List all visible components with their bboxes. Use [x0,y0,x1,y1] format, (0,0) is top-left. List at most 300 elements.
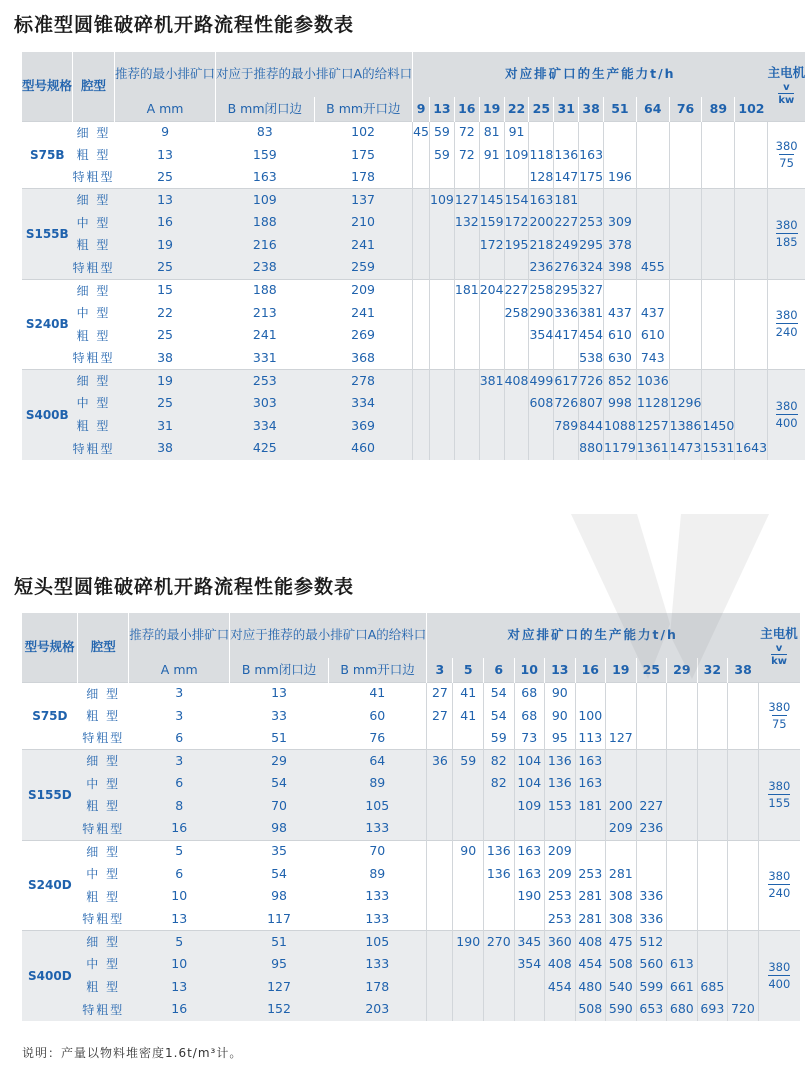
capacity-value: 599 [636,976,667,999]
feed-b-closed: 109 [216,189,315,212]
capacity-value: 91 [504,121,529,144]
feed-b-closed: 188 [216,279,315,302]
cavity-type: 细 型 [73,121,115,144]
capacity-value [735,166,768,189]
capacity-value [554,437,579,460]
capacity-value [697,908,728,931]
capacity-value [430,279,455,302]
capacity-value [667,863,698,886]
table-row [22,931,800,954]
capacity-value [669,370,702,393]
header-capacity-size: 64 [636,97,669,121]
motor-cell [768,121,805,189]
capacity-value [575,818,606,841]
capacity-value: 281 [575,885,606,908]
capacity-value: 163 [579,144,604,167]
feed-b-closed: 95 [230,953,329,976]
motor-power: 75 [779,155,794,170]
capacity-value [697,772,728,795]
capacity-value [483,908,514,931]
feed-b-open: 334 [314,392,413,415]
capacity-value [479,324,504,347]
table-row [22,727,800,750]
header-b-open: B mm开口边 [314,97,413,121]
capacity-value: 59 [453,750,484,773]
capacity-value [735,257,768,280]
cavity-type: 细 型 [73,370,115,393]
model-name: S155B [22,189,73,279]
capacity-value [697,885,728,908]
capacity-value [479,415,504,438]
capacity-value [669,166,702,189]
capacity-value: 398 [604,257,637,280]
capacity-value: 381 [579,302,604,325]
footnote: 说明：产量以物料堆密度1.6t/m³计。 [22,1046,243,1060]
cavity-type: 粗 型 [78,795,129,818]
motor-unit-kw: kw [778,95,795,106]
capacity-value [413,257,430,280]
capacity-value [728,682,759,705]
header-capacity: 对应排矿口的生产能力t/h [413,52,768,97]
capacity-value [735,189,768,212]
capacity-value [728,953,759,976]
feed-b-open: 60 [328,705,427,728]
capacity-value [702,211,735,234]
feed-b-open: 259 [314,257,413,280]
capacity-value [427,976,453,999]
capacity-value [636,189,669,212]
model-name: S75B [22,121,73,189]
capacity-value: 136 [483,840,514,863]
feed-b-open: 89 [328,863,427,886]
capacity-value: 253 [579,211,604,234]
capacity-value [604,189,637,212]
capacity-value: 693 [697,998,728,1021]
capacity-value: 258 [504,302,529,325]
table-row [22,998,800,1021]
table-row [22,437,805,460]
motor-voltage: 380 [768,960,791,975]
cavity-type: 中 型 [78,953,129,976]
model-group [22,682,800,750]
header-capacity-size: 13 [545,658,576,682]
header-capacity-size: 76 [669,97,702,121]
min-discharge-a: 16 [129,998,230,1021]
feed-b-closed: 188 [216,211,315,234]
feed-b-open: 133 [328,953,427,976]
model-name: S400B [22,370,73,460]
capacity-value: 454 [579,324,604,347]
cavity-type: 细 型 [78,931,129,954]
header-rec-min: 推荐的最小排矿口 [115,52,216,97]
capacity-value [454,437,479,460]
cavity-type: 粗 型 [73,415,115,438]
capacity-value [504,166,529,189]
motor-voltage: 380 [775,218,798,233]
cavity-type: 特粗型 [73,166,115,189]
capacity-value [430,370,455,393]
capacity-value: 91 [479,144,504,167]
capacity-value [427,885,453,908]
motor-label: 主电机 [760,625,798,641]
capacity-value [454,257,479,280]
header-capacity-size: 51 [604,97,637,121]
capacity-value [554,121,579,144]
cavity-type: 中 型 [73,392,115,415]
capacity-value: 437 [604,302,637,325]
table1-title: 标准型圆锥破碎机开路流程性能参数表 [14,14,355,36]
header-capacity-size: 16 [575,658,606,682]
capacity-value [735,211,768,234]
capacity-value [669,189,702,212]
capacity-value [413,189,430,212]
capacity-value [483,976,514,999]
capacity-value [728,840,759,863]
capacity-value: 54 [483,682,514,705]
model-group [22,840,800,930]
capacity-value: 163 [575,772,606,795]
capacity-value [735,370,768,393]
capacity-value: 45 [413,121,430,144]
capacity-value: 454 [575,953,606,976]
capacity-value: 499 [529,370,554,393]
motor-unit-v: v [783,82,790,93]
capacity-value [430,437,455,460]
capacity-value: 336 [636,885,667,908]
header-capacity-size: 9 [413,97,430,121]
capacity-value [453,885,484,908]
motor-cell [768,370,805,460]
capacity-value: 1179 [604,437,637,460]
capacity-value [636,840,667,863]
capacity-value [453,908,484,931]
capacity-value: 218 [529,234,554,257]
feed-b-closed: 70 [230,795,329,818]
header-feed-opening: 对应于推荐的最小排矿口A的给料口 [230,613,427,658]
feed-b-closed: 83 [216,121,315,144]
cavity-type: 中 型 [78,772,129,795]
capacity-value: 127 [454,189,479,212]
capacity-value [669,121,702,144]
feed-b-closed: 303 [216,392,315,415]
capacity-value [636,705,667,728]
capacity-value [529,415,554,438]
min-discharge-a: 10 [129,953,230,976]
capacity-value [728,976,759,999]
capacity-value [669,144,702,167]
min-discharge-a: 6 [129,727,230,750]
capacity-value [453,818,484,841]
capacity-value: 109 [430,189,455,212]
capacity-value: 172 [479,234,504,257]
motor-voltage: 380 [775,399,798,414]
capacity-value: 109 [504,144,529,167]
capacity-value [427,863,453,886]
min-discharge-a: 15 [115,279,216,302]
motor-voltage: 380 [775,308,798,323]
feed-b-closed: 51 [230,727,329,750]
feed-b-open: 175 [314,144,413,167]
capacity-value: 807 [579,392,604,415]
capacity-value [697,750,728,773]
capacity-value: 276 [554,257,579,280]
capacity-value [413,211,430,234]
feed-b-closed: 334 [216,415,315,438]
feed-b-open: 105 [328,795,427,818]
cavity-type: 粗 型 [73,144,115,167]
capacity-value [413,347,430,370]
feed-b-open: 241 [314,302,413,325]
capacity-value [728,863,759,886]
feed-b-closed: 13 [230,682,329,705]
feed-b-closed: 33 [230,705,329,728]
capacity-value: 68 [514,682,545,705]
motor-power: 400 [775,415,798,430]
capacity-value: 661 [667,976,698,999]
capacity-value [636,772,667,795]
capacity-value [735,279,768,302]
feed-b-closed: 54 [230,863,329,886]
table-row [22,705,800,728]
capacity-value [702,324,735,347]
capacity-value [453,772,484,795]
capacity-value: 408 [545,953,576,976]
min-discharge-a: 25 [115,257,216,280]
header-capacity-size: 31 [554,97,579,121]
feed-b-open: 70 [328,840,427,863]
header-motor [768,52,805,121]
capacity-value [667,931,698,954]
capacity-value [728,818,759,841]
capacity-value [514,976,545,999]
min-discharge-a: 22 [115,302,216,325]
capacity-value [554,347,579,370]
min-discharge-a: 25 [115,166,216,189]
capacity-value [669,211,702,234]
min-discharge-a: 16 [129,818,230,841]
table-row [22,257,805,280]
capacity-value: 204 [479,279,504,302]
capacity-value: 27 [427,682,453,705]
capacity-value [604,144,637,167]
capacity-value [413,144,430,167]
model-group [22,279,805,369]
feed-b-open: 41 [328,682,427,705]
table-header [22,52,805,121]
capacity-value: 90 [453,840,484,863]
min-discharge-a: 13 [129,908,230,931]
capacity-value: 617 [554,370,579,393]
feed-b-open: 133 [328,885,427,908]
header-capacity-size: 16 [454,97,479,121]
capacity-value [504,415,529,438]
capacity-value [697,818,728,841]
motor-unit-v: v [775,643,783,654]
capacity-value: 680 [667,998,698,1021]
feed-b-closed: 159 [216,144,315,167]
capacity-value [427,998,453,1021]
capacity-value: 163 [514,840,545,863]
capacity-value: 408 [504,370,529,393]
feed-b-closed: 216 [216,234,315,257]
feed-b-closed: 425 [216,437,315,460]
capacity-value [697,840,728,863]
capacity-value [606,772,637,795]
table-header [22,613,800,682]
capacity-value: 72 [454,144,479,167]
capacity-value: 127 [606,727,637,750]
capacity-value: 610 [604,324,637,347]
model-group [22,189,805,279]
feed-b-open: 178 [328,976,427,999]
capacity-value [453,953,484,976]
capacity-value [545,818,576,841]
capacity-value [697,682,728,705]
feed-b-closed: 152 [230,998,329,1021]
capacity-value: 181 [575,795,606,818]
capacity-value [427,795,453,818]
motor-voltage: 380 [768,869,791,884]
model-group [22,370,805,460]
header-capacity-size: 5 [453,658,484,682]
capacity-value [479,166,504,189]
feed-b-closed: 54 [230,772,329,795]
capacity-value: 308 [606,908,637,931]
model-name: S75D [22,682,78,750]
motor-voltage: 380 [768,779,791,794]
min-discharge-a: 8 [129,795,230,818]
feed-b-closed: 35 [230,840,329,863]
table-row [22,772,800,795]
motor-power: 75 [771,716,787,731]
motor-power: 155 [768,795,791,810]
capacity-value [606,750,637,773]
capacity-value: 281 [575,908,606,931]
feed-b-open: 368 [314,347,413,370]
motor-power: 400 [768,976,791,991]
capacity-value [579,189,604,212]
capacity-value [575,682,606,705]
cavity-type: 粗 型 [78,705,129,728]
capacity-value: 336 [636,908,667,931]
capacity-value [636,682,667,705]
capacity-value [413,324,430,347]
motor-voltage: 380 [775,138,798,153]
capacity-value: 236 [529,257,554,280]
motor-cell [768,189,805,279]
capacity-value: 154 [504,189,529,212]
capacity-value [667,795,698,818]
min-discharge-a: 31 [115,415,216,438]
capacity-value: 195 [504,234,529,257]
capacity-value: 324 [579,257,604,280]
capacity-value [453,863,484,886]
capacity-value [430,234,455,257]
capacity-value [735,415,768,438]
feed-b-open: 209 [314,279,413,302]
capacity-value [430,415,455,438]
cavity-type: 特粗型 [73,437,115,460]
capacity-value: 136 [483,863,514,886]
cavity-type: 粗 型 [73,234,115,257]
motor-unit [771,643,787,667]
model-group [22,750,800,840]
capacity-value [479,257,504,280]
capacity-value: 720 [728,998,759,1021]
capacity-value [430,257,455,280]
table-row [22,189,805,212]
header-capacity: 对应排矿口的生产能力t/h [427,613,758,658]
capacity-value: 844 [579,415,604,438]
capacity-value: 381 [479,370,504,393]
capacity-value: 437 [636,302,669,325]
capacity-value [697,705,728,728]
table-row [22,885,800,908]
cavity-type: 特粗型 [78,727,129,750]
table-row [22,211,805,234]
table-row [22,682,800,705]
capacity-value: 726 [579,370,604,393]
header-rec-min: 推荐的最小排矿口 [129,613,230,658]
cavity-type: 细 型 [78,750,129,773]
header-capacity-size: 13 [430,97,455,121]
capacity-value: 345 [514,931,545,954]
capacity-value: 72 [454,121,479,144]
header-model: 型号规格 [22,52,73,121]
table-row [22,795,800,818]
capacity-value: 1088 [604,415,637,438]
capacity-value: 104 [514,772,545,795]
capacity-value: 190 [453,931,484,954]
feed-b-open: 210 [314,211,413,234]
feed-b-open: 278 [314,370,413,393]
motor-power: 240 [775,325,798,340]
min-discharge-a: 5 [129,931,230,954]
capacity-value: 613 [667,953,698,976]
min-discharge-a: 19 [115,234,216,257]
capacity-value: 295 [554,279,579,302]
capacity-value [636,863,667,886]
capacity-value [735,392,768,415]
capacity-value [430,347,455,370]
min-discharge-a: 25 [115,392,216,415]
capacity-value: 181 [454,279,479,302]
capacity-value: 82 [483,750,514,773]
capacity-value [514,818,545,841]
capacity-value [636,211,669,234]
capacity-value [427,908,453,931]
header-b-closed: B mm闭口边 [230,658,329,682]
capacity-value [454,370,479,393]
header-capacity-size: 29 [667,658,698,682]
feed-b-closed: 331 [216,347,315,370]
capacity-value: 1128 [636,392,669,415]
header-capacity-size: 25 [636,658,667,682]
capacity-value: 175 [579,166,604,189]
capacity-value [697,953,728,976]
capacity-value [479,392,504,415]
capacity-value [735,347,768,370]
capacity-value: 295 [579,234,604,257]
cavity-type: 特粗型 [73,257,115,280]
capacity-value: 172 [504,211,529,234]
capacity-value: 90 [545,682,576,705]
capacity-value: 196 [604,166,637,189]
capacity-value [667,772,698,795]
capacity-value: 159 [479,211,504,234]
capacity-value: 90 [545,705,576,728]
min-discharge-a: 19 [115,370,216,393]
